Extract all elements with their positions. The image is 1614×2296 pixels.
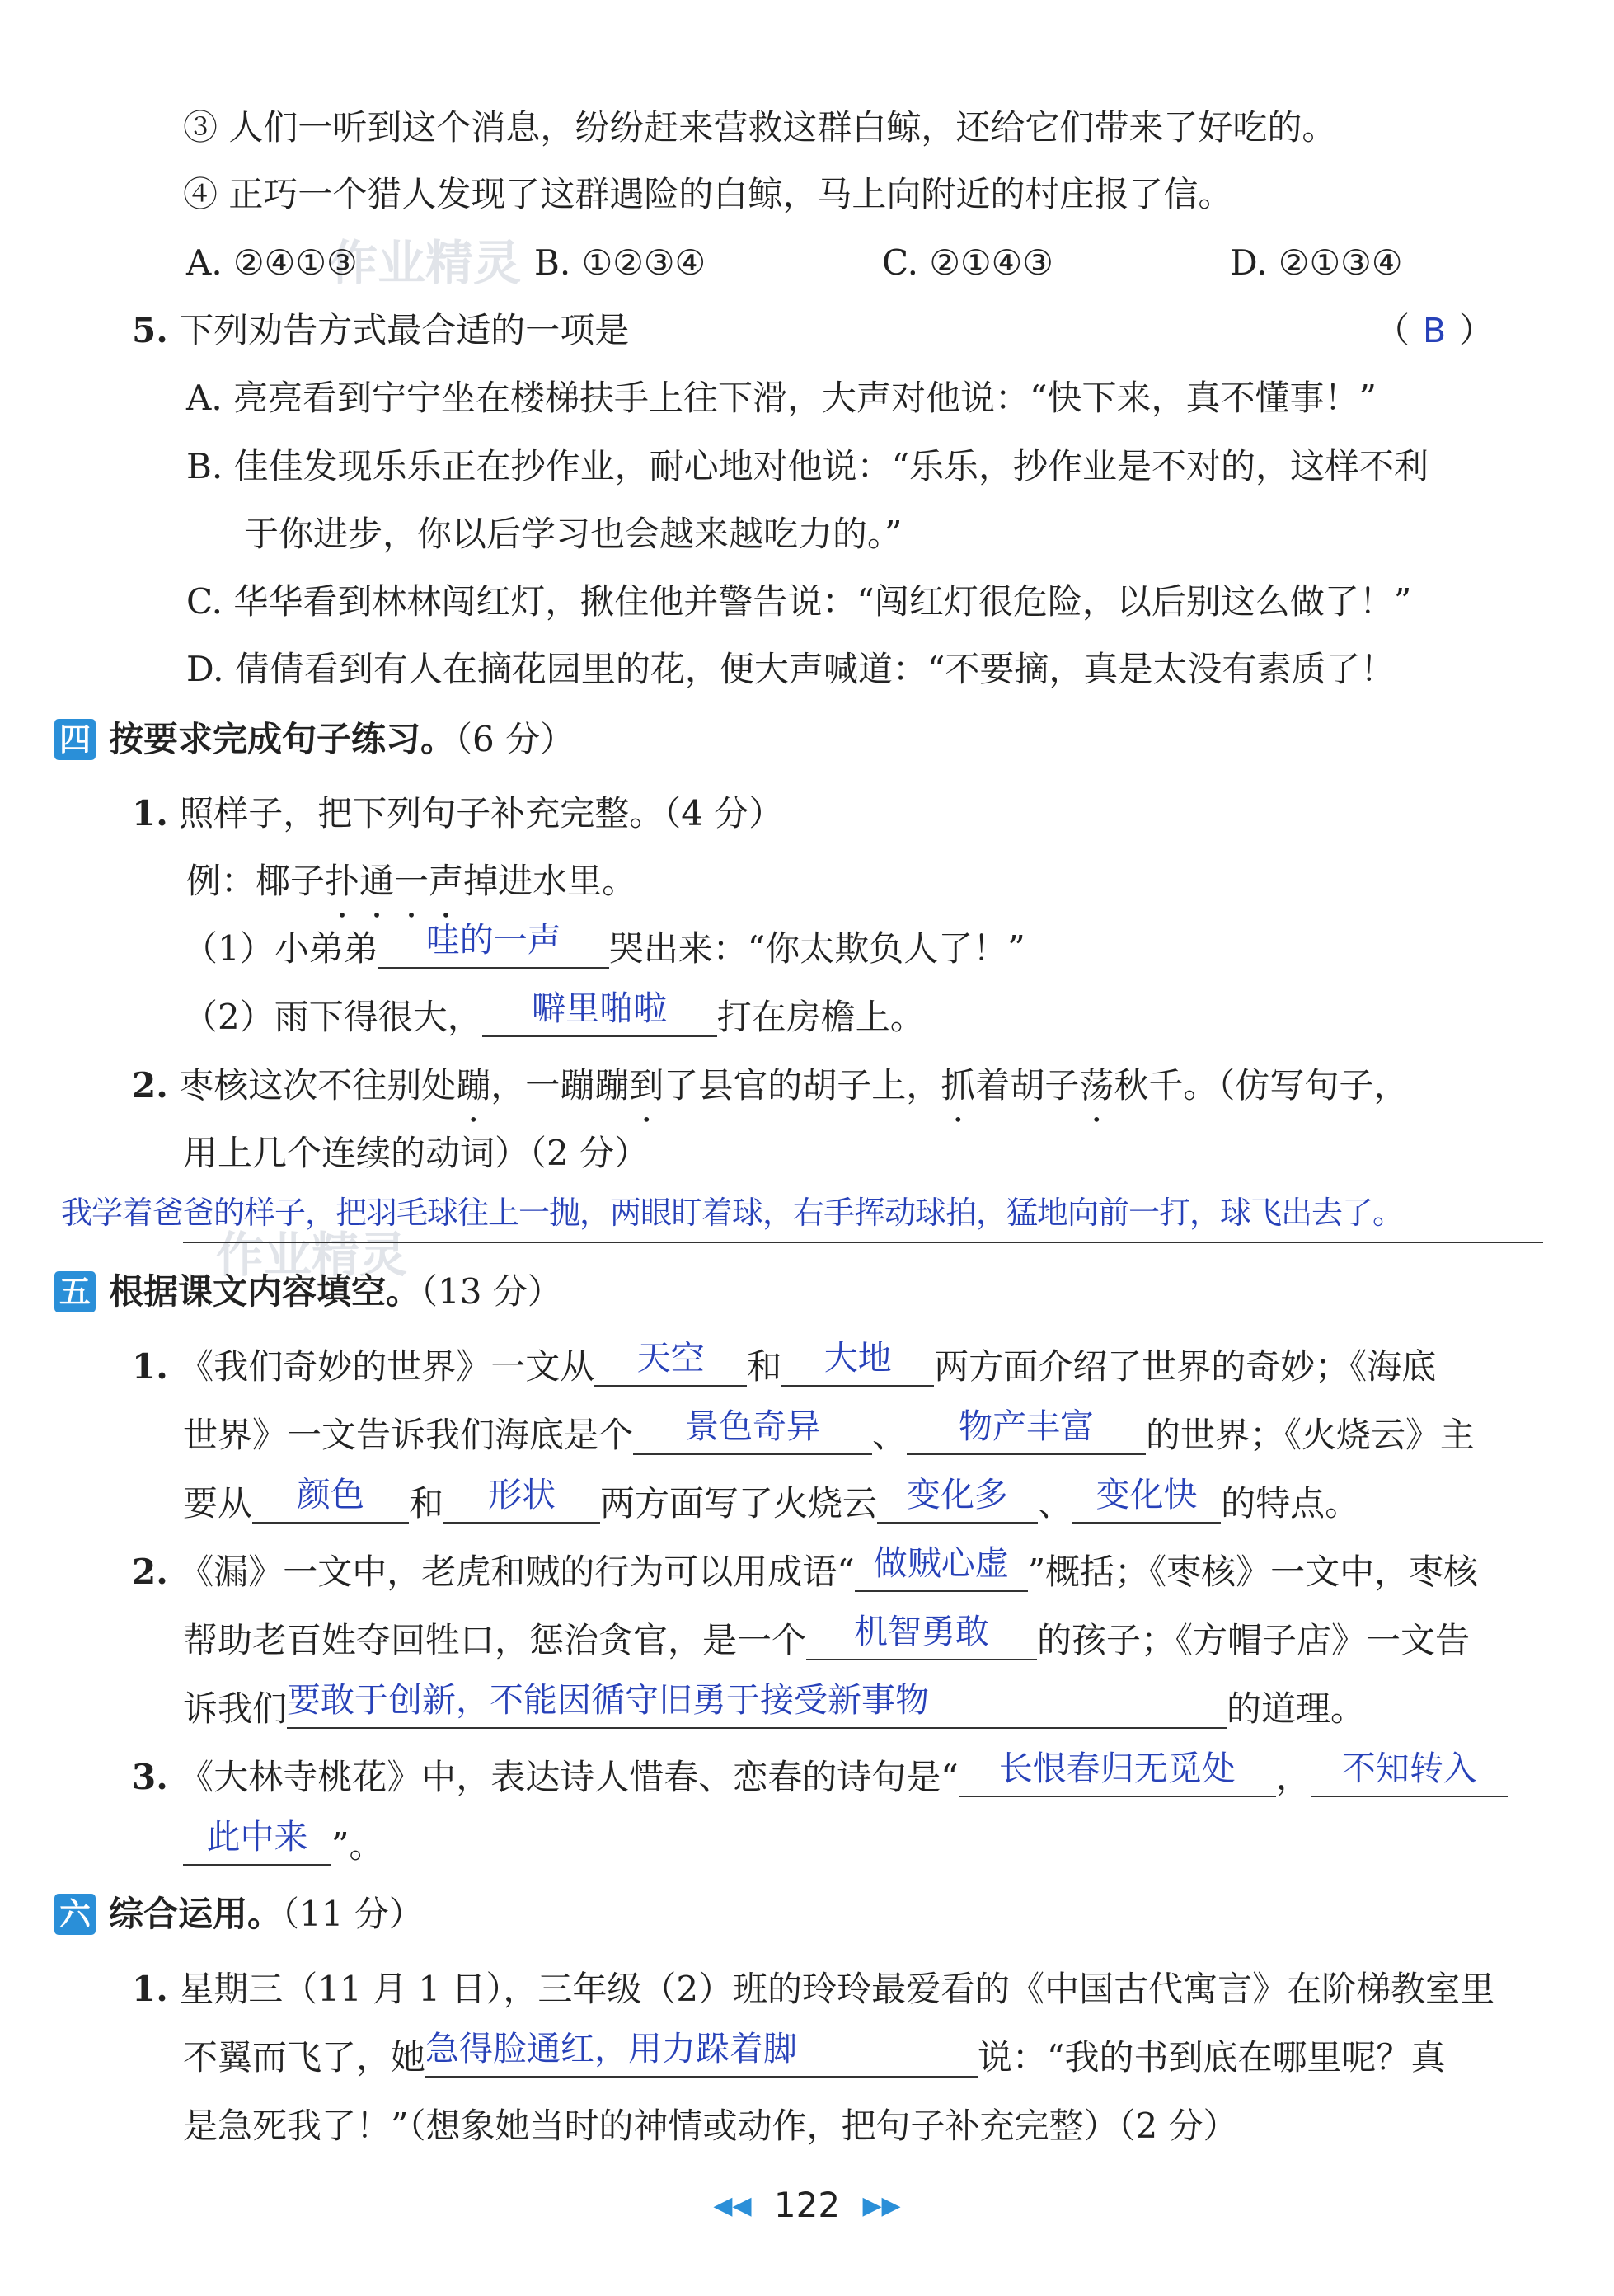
- q2-text: ，一蹦蹦: [490, 1065, 630, 1106]
- text: 、: [872, 1415, 908, 1455]
- q5-option-a: A. 亮亮看到宁宁坐在楼梯扶手上往下滑，大声对他说：“快下来，真不懂事！”: [186, 378, 1377, 418]
- blank-fast-changes[interactable]: [1072, 1475, 1221, 1524]
- text: 要从: [183, 1483, 253, 1524]
- sec5-q2-line3: [183, 1680, 1366, 1729]
- answer-shape: 形状: [488, 1475, 556, 1514]
- q2-dotted-char: 到: [629, 1065, 664, 1106]
- text: 的世界；《火烧云》主: [1146, 1415, 1476, 1455]
- sec4-q2-line2: 用上几个连续的动词）（2 分）: [183, 1133, 650, 1173]
- q5-stem-text: 下列劝告方式最合适的一项是: [179, 310, 630, 350]
- section-5-badge: 五: [54, 1271, 96, 1312]
- q5-option-c: C. 华华看到林林闯红灯，揪住他并警告说：“闯红灯很危险，以后别这么做了！”: [186, 581, 1412, 622]
- sec4-q1-number: 1.: [132, 793, 168, 833]
- watermark-middle: 作业精灵: [216, 1227, 408, 1283]
- answer-scenery: 景色奇异: [685, 1406, 821, 1446]
- q5-option-d: D. 倩倩看到有人在摘花园里的花，便大声喊道：“不要摘，真是太没有素质了！: [186, 649, 1396, 689]
- q2-dotted-char: 抓: [941, 1065, 976, 1106]
- q2-dotted-char: 蹦: [456, 1065, 491, 1106]
- section-5-title: 根据课文内容填空。: [109, 1271, 421, 1312]
- q4-option-b: B. ①②③④: [534, 242, 706, 283]
- answer-fast-changes: 变化快: [1096, 1475, 1198, 1514]
- example-prefix: 例：椰子: [186, 861, 326, 901]
- next-page-icon[interactable]: ▶▶: [862, 2191, 901, 2220]
- sec5-q1-line1: [132, 1338, 1437, 1387]
- sentence-1-suffix: 哭出来：“你太欺负人了！”: [608, 928, 1025, 969]
- text: 的特点。: [1221, 1483, 1360, 1524]
- sec4-q2-number: 2.: [132, 1065, 168, 1106]
- text: 和: [747, 1346, 782, 1387]
- sentence-2-prefix: （2）雨下得很大，: [183, 997, 482, 1037]
- page-footer: [0, 2185, 1614, 2225]
- blank-scenery[interactable]: [633, 1406, 872, 1455]
- section-5-score: （13 分）: [420, 1271, 562, 1312]
- example-dotted-char: 声: [429, 861, 464, 901]
- q2-text: 秋千。（仿写句子，: [1114, 1065, 1409, 1106]
- answer-earth: 大地: [823, 1338, 892, 1378]
- answer-products: 物产丰富: [959, 1406, 1095, 1446]
- q4-option-c: C. ②①④③: [882, 242, 1053, 283]
- sec5-q1-line3: [183, 1475, 1360, 1524]
- text: 帮助老百姓夺回牲口，惩治贪官，是一个: [183, 1620, 807, 1660]
- blank-clever[interactable]: [806, 1612, 1037, 1660]
- sentence-2-suffix: 打在房檐上。: [716, 997, 925, 1037]
- section-6-badge: 六: [54, 1894, 96, 1935]
- section-6-score: （11 分）: [282, 1894, 424, 1934]
- q4-option-d: D. ②①③④: [1230, 242, 1403, 283]
- section-4-header: [54, 719, 575, 760]
- text: 、: [1038, 1483, 1073, 1524]
- sec4-q2-answer-line[interactable]: [183, 1242, 1543, 1243]
- section-6-header: [54, 1894, 424, 1935]
- q4-item-4: ④ 正巧一个猎人发现了这群遇险的白鲸，马上向附近的村庄报了信。: [183, 174, 1233, 214]
- text: 说：“我的书到底在哪里呢？真: [978, 2037, 1446, 2078]
- answer-idiom: 做贼心虚: [873, 1543, 1009, 1583]
- watermark-top: 作业精灵: [330, 235, 522, 291]
- blank-poem-2[interactable]: [1311, 1749, 1508, 1797]
- answer-poem-2: 不知转入: [1341, 1749, 1477, 1788]
- sec4-q1-text: 照样子，把下列句子补充完整。（4 分）: [179, 793, 784, 833]
- answer-many-changes: 变化多: [907, 1475, 1009, 1514]
- text: 和: [409, 1483, 444, 1524]
- blank-shape[interactable]: [443, 1475, 600, 1524]
- text: ”。: [331, 1825, 384, 1866]
- sec5-q2-line1: [132, 1543, 1479, 1592]
- sentence-2-answer: 噼里啪啦: [532, 988, 668, 1028]
- text: 的孩子；《方帽子店》一文告: [1037, 1620, 1471, 1660]
- blank-lesson[interactable]: [287, 1680, 1227, 1729]
- text: ”概括；《枣核》一文中，枣核: [1027, 1552, 1479, 1592]
- section-4-title: 按要求完成句子练习。: [109, 719, 456, 759]
- sec4-q1-stem: [132, 793, 784, 833]
- example-suffix: 掉进水里。: [463, 861, 637, 901]
- q5-option-b-line2: 于你进步，你以后学习也会越来越吃力的。”: [244, 514, 903, 554]
- text: 《大林寺桃花》中，表达诗人惜春、恋春的诗句是“: [179, 1757, 959, 1797]
- q2-text: 了县官的胡子上，: [664, 1065, 941, 1106]
- paren-open: （: [1375, 310, 1410, 350]
- sec4-q2-line1: [132, 1065, 1409, 1106]
- sec4-q2-answer: 我学着爸爸的样子，把羽毛球往上一抛，两眼盯着球，右手挥动球拍，猛地向前一打，球飞出去了。: [61, 1195, 1404, 1231]
- text: 两方面介绍了世界的奇妙；《海底: [934, 1346, 1437, 1387]
- sentence-1-answer: 哇的一声: [425, 920, 561, 960]
- blank-sky[interactable]: [594, 1338, 747, 1387]
- q2-text: 枣核这次不往别处: [179, 1065, 457, 1106]
- blank-products[interactable]: [907, 1406, 1146, 1455]
- example-dotted-char: 扑: [325, 861, 360, 901]
- answer-sky: 天空: [636, 1338, 705, 1378]
- q2-text: 着胡子: [975, 1065, 1080, 1106]
- answer-expression: 急得脸通红，用力跺着脚: [425, 2029, 798, 2068]
- page-number: 122: [773, 2185, 841, 2225]
- sec5-q1-line2: [183, 1406, 1476, 1455]
- sentence-2-blank[interactable]: [482, 988, 717, 1037]
- q4-item-3: ③ 人们一听到这个消息，纷纷赶来营救这群白鲸，还给它们带来了好吃的。: [183, 107, 1337, 148]
- text: 星期三（11 月 1 日），三年级（2）班的玲玲最爱看的《中国古代寓言》在阶梯教室里: [179, 1969, 1495, 2009]
- example-dotted-char: 一: [394, 861, 429, 901]
- text: 诉我们: [183, 1688, 288, 1729]
- answer-poem-1: 长恨春归无觅处: [998, 1749, 1236, 1788]
- blank-many-changes[interactable]: [877, 1475, 1038, 1524]
- sec5-q3-number: 3.: [132, 1757, 168, 1797]
- sentence-1-blank[interactable]: [378, 920, 609, 969]
- sec6-q1-line3: 是急死我了！”（想象她当时的神情或动作，把句子补充完整）（2 分）: [183, 2106, 1238, 2146]
- q4-option-a: A. ②④①③: [186, 242, 358, 283]
- blank-idiom[interactable]: [855, 1543, 1028, 1592]
- q5-number: 5.: [132, 310, 168, 350]
- example-dotted-char: 通: [359, 861, 395, 901]
- sec4-example: [186, 861, 637, 901]
- sec6-q1-line1: [132, 1969, 1495, 2009]
- prev-page-icon[interactable]: ◀◀: [713, 2191, 752, 2220]
- q2-dotted-char: 荡: [1079, 1065, 1114, 1106]
- answer-poem-3: 此中来: [206, 1817, 308, 1857]
- sec6-q1-line2: [183, 2029, 1446, 2078]
- sec4-sentence-1: [183, 920, 1025, 969]
- sec5-q2-line2: [183, 1612, 1471, 1660]
- sentence-1-prefix: （1）小弟弟: [183, 928, 378, 969]
- text: ，: [1275, 1757, 1311, 1797]
- sec6-q1-number: 1.: [132, 1969, 168, 2009]
- text: 《漏》一文中，老虎和贼的行为可以用成语“: [179, 1552, 855, 1592]
- sec5-q3-line1: [132, 1749, 1508, 1797]
- answer-color: 颜色: [297, 1475, 365, 1514]
- blank-earth[interactable]: [781, 1338, 934, 1387]
- q5-answer: B: [1422, 311, 1447, 350]
- sec5-q1-number: 1.: [132, 1346, 168, 1387]
- text: 的道理。: [1227, 1688, 1366, 1729]
- sec5-q2-number: 2.: [132, 1552, 168, 1592]
- sec4-sentence-2: [183, 988, 925, 1037]
- text: 《我们奇妙的世界》一文从: [179, 1346, 595, 1387]
- section-4-score: （6 分）: [455, 719, 575, 759]
- q5-stem: [132, 310, 630, 350]
- answer-clever: 机智勇敢: [854, 1612, 990, 1651]
- q5-option-b-line1: B. 佳佳发现乐乐正在抄作业，耐心地对他说：“乐乐，抄作业是不对的，这样不利: [186, 446, 1429, 486]
- blank-color[interactable]: [252, 1475, 409, 1524]
- paren-close: ）: [1459, 310, 1494, 350]
- section-4-badge: 四: [54, 719, 96, 760]
- text: 不翼而飞了，她: [183, 2037, 426, 2078]
- sec5-q3-line2: [183, 1817, 384, 1866]
- text: 世界》一文告诉我们海底是个: [183, 1415, 634, 1455]
- blank-poem-1[interactable]: [959, 1749, 1276, 1797]
- q5-answer-paren: [1375, 310, 1494, 350]
- blank-expression[interactable]: [425, 2029, 978, 2078]
- text: 两方面写了火烧云: [600, 1483, 878, 1524]
- blank-poem-3[interactable]: [183, 1817, 331, 1866]
- answer-lesson: 要敢于创新，不能因循守旧勇于接受新事物: [287, 1680, 930, 1720]
- section-5-header: [54, 1271, 562, 1312]
- section-6-title: 综合运用。: [109, 1894, 283, 1934]
